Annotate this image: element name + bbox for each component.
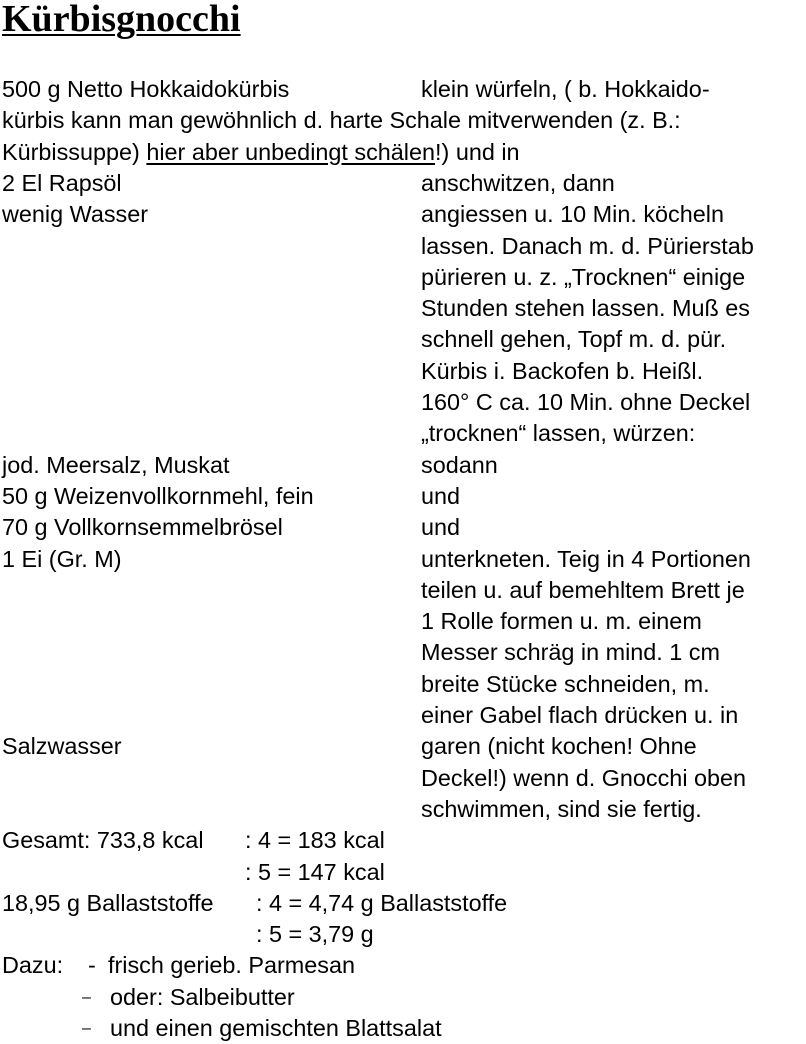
instruction: garen (nicht kochen! Ohne bbox=[421, 733, 697, 760]
instruction: Kürbis i. Backofen b. Heißl. bbox=[421, 357, 704, 384]
instruction: unterkneten. Teig in 4 Portionen bbox=[421, 545, 751, 572]
instruction: Messer schräg in mind. 1 cm bbox=[421, 639, 720, 666]
fiber-total: 18,95 g Ballaststoffe bbox=[2, 889, 214, 916]
recipe-title: Kürbisgnocchi bbox=[2, 0, 241, 40]
ingredient: 50 g Weizenvollkornmehl, fein bbox=[2, 482, 314, 509]
instruction bbox=[2, 137, 520, 168]
list-bullet: – bbox=[82, 988, 91, 1006]
fiber-per-4: : 4 = 4,74 g Ballaststoffe bbox=[256, 889, 508, 916]
instruction: Deckel!) wenn d. Gnocchi oben bbox=[421, 764, 747, 791]
ingredient: wenig Wasser bbox=[2, 201, 149, 228]
instruction: 1 Rolle formen u. m. einem bbox=[421, 608, 702, 635]
instruction: anschwitzen, dann bbox=[421, 169, 615, 196]
kcal-per-4: : 4 = 183 kcal bbox=[245, 827, 385, 854]
fiber-per-5: : 5 = 3,79 g bbox=[256, 921, 374, 948]
ingredient: 2 El Rapsöl bbox=[2, 169, 122, 196]
instruction: teilen u. auf bemehltem Brett je bbox=[421, 576, 745, 603]
instruction-text: !) und in bbox=[435, 138, 520, 165]
instruction: 160° C ca. 10 Min. ohne Deckel bbox=[421, 389, 751, 415]
ingredient: 1 Ei (Gr. M) bbox=[2, 545, 122, 572]
instruction: schnell gehen, Topf m. d. pür. bbox=[421, 326, 727, 353]
ingredient: jod. Meersalz, Muskat bbox=[2, 451, 230, 478]
serving-item: oder: Salbeibutter bbox=[110, 983, 295, 1010]
kcal-total: Gesamt: 733,8 kcal bbox=[2, 827, 204, 854]
instruction: einer Gabel flach drücken u. in bbox=[421, 702, 739, 728]
instruction: klein würfeln, ( b. Hokkaido- bbox=[421, 76, 710, 102]
kcal-per-5: : 5 = 147 kcal bbox=[245, 858, 385, 885]
instruction: „trocknen“ lassen, würzen: bbox=[421, 420, 696, 447]
serving-item: frisch gerieb. Parmesan bbox=[108, 952, 356, 979]
list-bullet: - bbox=[88, 952, 96, 979]
instruction: pürieren u. z. „Trocknen“ einige bbox=[421, 263, 746, 290]
ingredient: 500 g Netto Hokkaidokürbis bbox=[2, 76, 290, 102]
list-bullet: – bbox=[82, 1020, 91, 1037]
emphasis-text: hier aber unbedingt schälen bbox=[146, 138, 436, 165]
serving-item: und einen gemischten Blattsalat bbox=[110, 1015, 442, 1041]
serving-label: Dazu: bbox=[2, 952, 64, 979]
instruction: sodann bbox=[421, 451, 498, 478]
instruction-text: Kürbissuppe) bbox=[2, 138, 147, 165]
instruction: und bbox=[421, 482, 461, 509]
instruction: und bbox=[421, 514, 461, 541]
ingredient: 70 g Vollkornsemmelbrösel bbox=[2, 514, 283, 541]
ingredient: Salzwasser bbox=[2, 733, 122, 760]
instruction: angiessen u. 10 Min. köcheln bbox=[421, 201, 724, 228]
instruction: lassen. Danach m. d. Pürierstab bbox=[421, 232, 754, 259]
instruction: kürbis kann man gewöhnlich d. harte Schale mitverwenden (z. B.: bbox=[2, 107, 681, 134]
instruction: schwimmen, sind sie fertig. bbox=[421, 795, 702, 822]
instruction: breite Stücke schneiden, m. bbox=[421, 670, 710, 697]
instruction: Stunden stehen lassen. Muß es bbox=[421, 295, 750, 322]
